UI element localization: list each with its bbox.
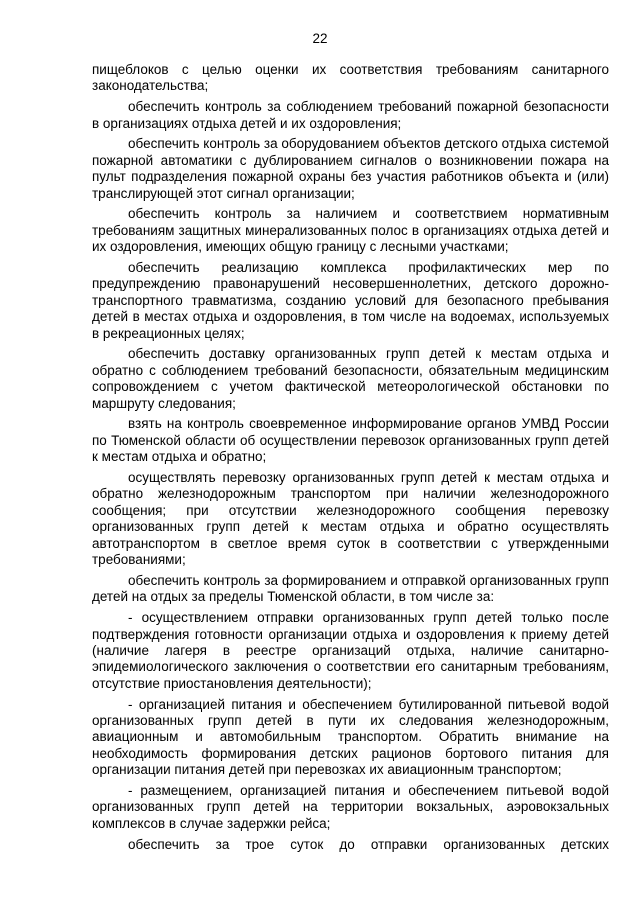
paragraph-continuation: пищеблоков с целью оценки их соответствия требованиям санитарного законодательства; — [92, 62, 609, 94]
paragraph-catering-en-route: - организацией питания и обеспечением бутилированной питьевой водой организованных групп детей в пути их следования железнодорожным, авиационным и автомобильным транспортом. Обратить внимание на необходимость формирования детских рационов бортового питания для организации питания детей при перевозках их авиационным транспортом; — [92, 696, 609, 778]
document-body — [92, 62, 609, 857]
paragraph-three-days-notice: обеспечить за трое суток до отправки организованных детских — [128, 836, 609, 852]
paragraph-fire-safety: обеспечить контроль за соблюдением требований пожарной безопасности в организациях отдыха детей и их оздоровления; — [92, 99, 609, 131]
page-number: 22 — [312, 31, 328, 46]
paragraph-readiness-confirmation: - осуществлением отправки организованных групп детей только после подтверждения готовности организации отдыха и оздоровления к приему детей (наличие лагеря в реестре организаций отдыха, наличие санитарно-эпидемиологического заключения о соответствии его санитарным требованиям, отсутствие приостановления деятельности); — [92, 610, 609, 691]
paragraph-prevention-measures: обеспечить реализацию комплекса профилактических мер по предупреждению правонарушений несовершеннолетних, детского дорожно-транспортного травматизма, созданию условий для безопасного пребывания детей в местах отдыха и оздоровления, в том числе на водоемах, используемых в рекреационных целях; — [92, 260, 609, 341]
paragraph-group-delivery: обеспечить доставку организованных групп детей к местам отдыха и обратно с соблюдением требований безопасности, обязательным медицинским сопровождением с учетом фактической метеорологической обстановки по маршруту следования; — [92, 346, 609, 411]
paragraph-fire-automation: обеспечить контроль за оборудованием объектов детского отдыха системой пожарной автоматики с дублированием сигналов о возникновении пожара на пульт подразделения пожарной охраны без участия работников объекта и (или) транслирующей этот сигнал организации; — [92, 136, 609, 201]
paragraph-departure-control: обеспечить контроль за формированием и отправкой организованных групп детей на отдых за пределы Тюменской области, в том числе за: — [92, 572, 609, 605]
paragraph-informing-police: взять на контроль своевременное информирование органов УМВД России по Тюменской области об осуществлении перевозок организованных групп детей к местам отдыха и обратно; — [92, 416, 609, 465]
paragraph-rail-transport: осуществлять перевозку организованных групп детей к местам отдыха и обратно железнодорожным транспортом при наличии железнодорожного сообщения; при отсутствии железнодорожного сообщения перевозку организованных групп детей к местам отдыха и обратно осуществлять автотранспортом в светлое время суток в соответствии с утвержденными требованиями; — [92, 470, 609, 568]
paragraph-station-accommodation: - размещением, организацией питания и обеспечением питьевой водой организованных групп детей на территории вокзальных, аэровокзальных комплексов в случае задержки рейса; — [92, 782, 609, 831]
paragraph-firebreak-strips: обеспечить контроль за наличием и соответствием нормативным требованиям защитных минерализованных полос в организациях отдыха детей и их оздоровления, имеющих общую границу с лесными участками; — [92, 206, 609, 255]
